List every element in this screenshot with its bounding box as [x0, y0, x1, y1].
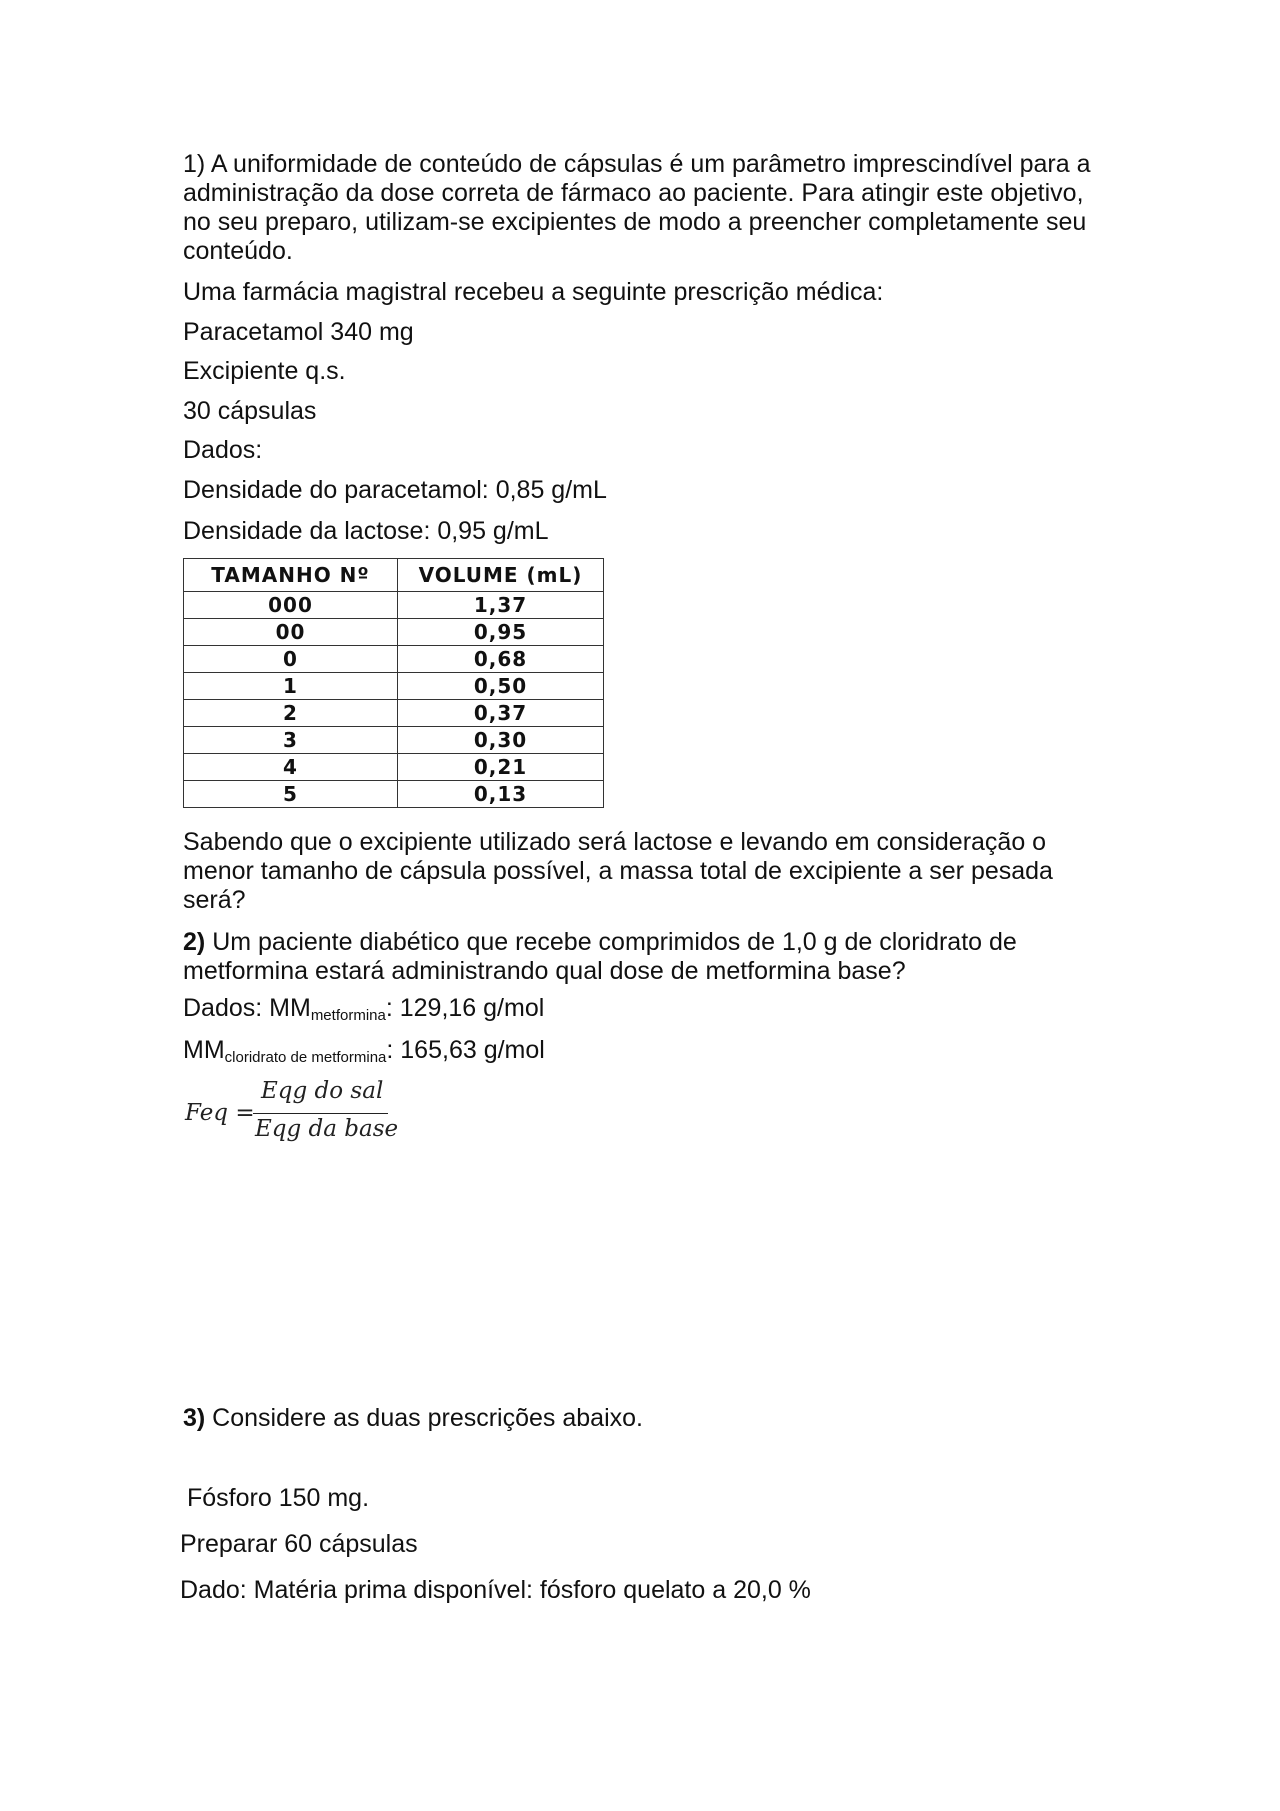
q1-line-capsules: 30 cápsulas — [183, 397, 317, 425]
q2-mm-salt — [183, 1035, 545, 1065]
q2-mm-salt-prefix: MM — [183, 1036, 225, 1064]
q1-number: 1) — [183, 150, 206, 178]
table-row — [184, 646, 604, 673]
table-row — [184, 592, 604, 619]
cell-volume: 0,50 — [398, 673, 604, 700]
table-row — [184, 727, 604, 754]
q3-text — [183, 1403, 643, 1433]
q3-line-data: Dado: Matéria prima disponível: fósforo quelato a 20,0 % — [180, 1576, 811, 1604]
q2-data-prefix: Dados: MM — [183, 994, 311, 1022]
cell-size: 0 — [184, 646, 398, 673]
cell-volume: 0,95 — [398, 619, 604, 646]
cell-volume: 0,13 — [398, 781, 604, 808]
q1-intro-text: A uniformidade de conteúdo de cápsulas é um parâmetro imprescindível para a administração da dose correta de fármaco ao paciente. Para atingir este objetivo, no seu preparo, utilizam-se excipientes de modo a preencher completamente seu conteúdo. — [183, 150, 1091, 265]
feq-formula — [183, 1078, 403, 1148]
cell-size: 000 — [184, 592, 398, 619]
q3-line-phosphorus: Fósforo 150 mg. — [187, 1484, 370, 1512]
cell-volume: 0,68 — [398, 646, 604, 673]
q1-intro — [183, 150, 1103, 266]
q2-mm-base — [183, 993, 544, 1023]
cell-size: 1 — [184, 673, 398, 700]
q1-line-drug: Paracetamol 340 mg — [183, 318, 414, 346]
q1-question: Sabendo que o excipiente utilizado será lactose e levando em consideração o menor tamanho de cápsula possível, a massa total de excipiente a ser pesada será? — [183, 828, 1053, 914]
table-header-row — [184, 559, 604, 592]
cell-size: 4 — [184, 754, 398, 781]
q3-number: 3) — [183, 1404, 206, 1432]
q3-question: Considere as duas prescrições abaixo. — [205, 1404, 643, 1432]
header-size: TAMANHO Nº — [184, 559, 398, 592]
table-row — [184, 673, 604, 700]
formula-numerator: Eqg do sal — [261, 1078, 384, 1104]
capsule-size-table — [183, 558, 604, 808]
q1-density-lactose: Densidade da lactose: 0,95 g/mL — [183, 517, 549, 545]
q3-line-prepare: Preparar 60 cápsulas — [180, 1530, 418, 1558]
q2-mm-salt-value: : 165,63 g/mol — [386, 1036, 545, 1064]
cell-size: 00 — [184, 619, 398, 646]
q2-mm-base-value: : 129,16 g/mol — [385, 994, 545, 1022]
cell-size: 5 — [184, 781, 398, 808]
q1-line-excipient: Excipiente q.s. — [183, 357, 346, 385]
q2-mm-base-sub: metformina — [310, 1007, 386, 1024]
cell-volume: 0,21 — [398, 754, 604, 781]
q1-prescription-intro: Uma farmácia magistral recebeu a seguinte prescrição médica: — [183, 278, 884, 306]
table-row — [184, 700, 604, 727]
q2-number: 2) — [183, 928, 206, 956]
cell-size: 2 — [184, 700, 398, 727]
header-volume: VOLUME (mL) — [398, 559, 604, 592]
q2-question: Um paciente diabético que recebe comprimidos de 1,0 g de cloridrato de metformina estará administrando qual dose de metformina base? — [183, 928, 1017, 985]
table-row — [184, 781, 604, 808]
cell-volume: 1,37 — [398, 592, 604, 619]
table-row — [184, 619, 604, 646]
q1-data-label: Dados: — [183, 436, 263, 464]
formula-fraction-bar — [253, 1113, 388, 1114]
table-row — [184, 754, 604, 781]
cell-volume: 0,30 — [398, 727, 604, 754]
formula-lhs: Feq = — [185, 1100, 255, 1126]
q1-density-paracetamol: Densidade do paracetamol: 0,85 g/mL — [183, 476, 607, 504]
formula-denominator: Eqg da base — [255, 1116, 399, 1142]
q2-text — [183, 928, 1103, 986]
cell-volume: 0,37 — [398, 700, 604, 727]
cell-size: 3 — [184, 727, 398, 754]
q2-mm-salt-sub: cloridrato de metformina — [224, 1049, 387, 1066]
